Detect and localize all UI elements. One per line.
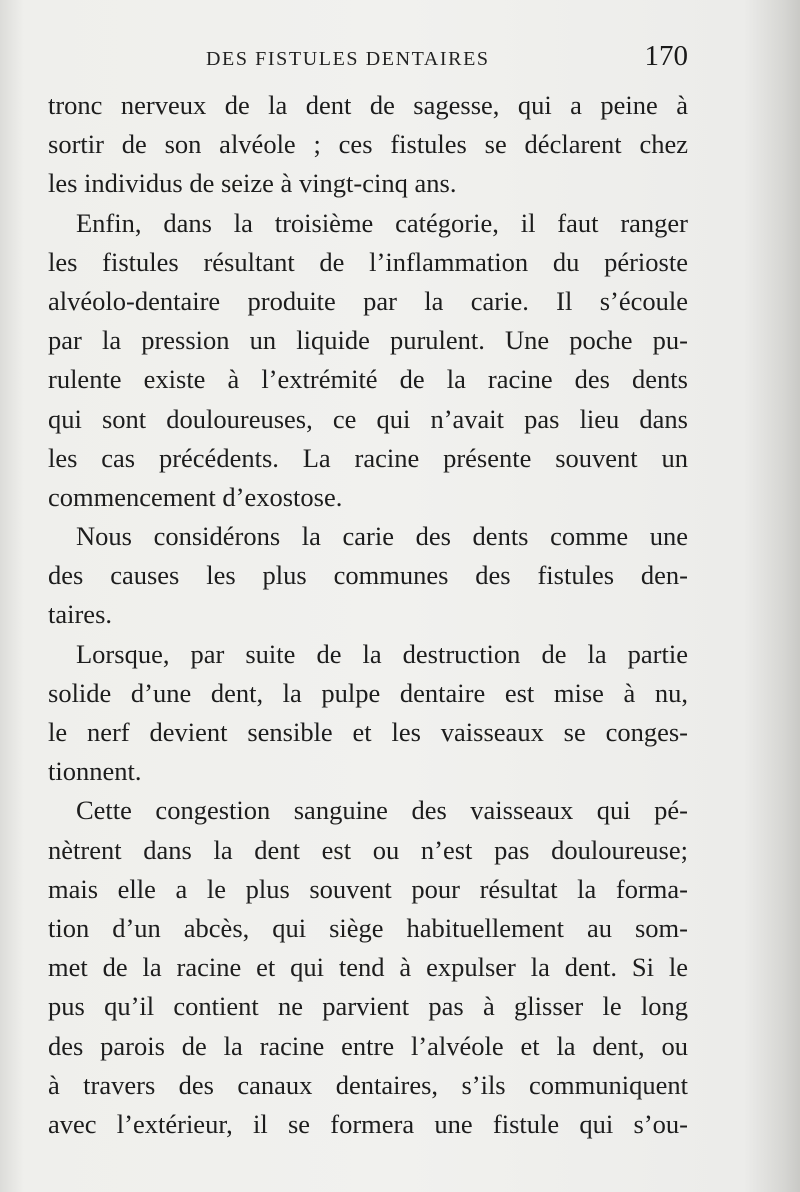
text-line: Enfin, dans la troisième catégorie, il faut ranger bbox=[76, 207, 688, 238]
text-line: solide d’une dent, la pulpe dentaire est mise à nu, bbox=[48, 677, 688, 708]
text-line: par la pression un liquide purulent. Une poche pu- bbox=[48, 325, 688, 356]
text-line: Nous considérons la carie des dents comme une bbox=[76, 521, 688, 552]
text-line: tionnent. bbox=[48, 756, 142, 787]
text-line: qui sont douloureuses, ce qui n’avait pas lieu dans bbox=[48, 403, 688, 434]
paragraph bbox=[48, 204, 688, 518]
paragraph bbox=[48, 635, 688, 792]
text-line: les individus de seize à vingt-cinq ans. bbox=[48, 168, 457, 199]
page-number: 170 bbox=[644, 40, 688, 72]
text-line: avec l’extérieur, il se formera une fistule qui s’ou- bbox=[48, 1108, 688, 1139]
text-line: tion d’un abcès, qui siège habituellement au som- bbox=[48, 912, 688, 943]
text-line: met de la racine et qui tend à expulser la dent. Si le bbox=[48, 952, 688, 983]
body-text bbox=[48, 86, 688, 1144]
text-line: sortir de son alvéole ; ces fistules se déclarent chez bbox=[48, 129, 688, 160]
text-line: les cas précédents. La racine présente souvent un bbox=[48, 442, 688, 473]
paragraph bbox=[48, 517, 688, 635]
text-line: tronc nerveux de la dent de sagesse, qui a peine à bbox=[48, 90, 688, 120]
text-line: taires. bbox=[48, 599, 113, 630]
text-line: commencement d’exostose. bbox=[48, 481, 343, 512]
paragraph bbox=[48, 791, 688, 1144]
text-line: Cette congestion sanguine des vaisseaux qui pé- bbox=[76, 795, 688, 826]
running-head: DES FISTULES DENTAIRES bbox=[206, 48, 490, 70]
text-line: les fistules résultant de l’inflammation du périoste bbox=[48, 246, 688, 277]
text-line: alvéolo-dentaire produite par la carie. Il s’écoule bbox=[48, 285, 688, 316]
text-line: à travers des canaux dentaires, s’ils communiquent bbox=[48, 1069, 688, 1100]
paragraph bbox=[48, 86, 688, 204]
text-line: pus qu’il contient ne parvient pas à glisser le long bbox=[48, 991, 688, 1022]
text-line: des parois de la racine entre l’alvéole et la dent, ou bbox=[48, 1030, 688, 1061]
text-line: nètrent dans la dent est ou n’est pas douloureuse; bbox=[48, 834, 688, 865]
text-line: mais elle a le plus souvent pour résultat la forma- bbox=[48, 873, 688, 904]
text-line: rulente existe à l’extrémité de la racine des dents bbox=[48, 364, 688, 395]
text-line: des causes les plus communes des fistules den- bbox=[48, 560, 688, 591]
text-line: le nerf devient sensible et les vaisseaux se conges- bbox=[48, 717, 688, 747]
page-header bbox=[48, 40, 688, 80]
text-line: Lorsque, par suite de la destruction de la partie bbox=[76, 638, 688, 669]
